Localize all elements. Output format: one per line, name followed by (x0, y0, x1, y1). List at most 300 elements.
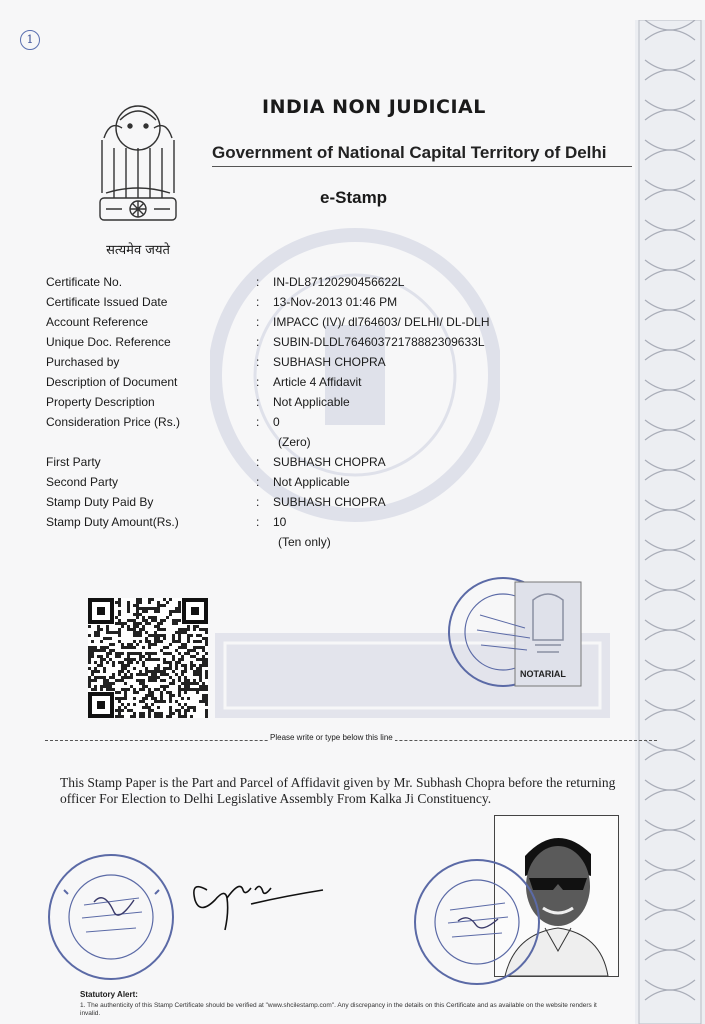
qr-module (163, 598, 166, 601)
qr-module (133, 652, 136, 655)
qr-module (202, 697, 205, 700)
qr-module (190, 682, 193, 685)
qr-module (175, 667, 178, 670)
qr-module (133, 691, 136, 694)
qr-module (139, 607, 142, 610)
qr-module (142, 682, 145, 685)
qr-module (139, 628, 142, 631)
qr-module (112, 631, 115, 634)
qr-module (145, 607, 148, 610)
qr-module (184, 646, 187, 649)
qr-module (88, 676, 91, 679)
qr-module (202, 646, 205, 649)
qr-module (154, 712, 157, 715)
qr-module (151, 676, 154, 679)
qr-module (154, 652, 157, 655)
qr-module (154, 637, 157, 640)
qr-module (97, 676, 100, 679)
qr-module (127, 661, 130, 664)
qr-module (148, 598, 151, 601)
qr-module (148, 709, 151, 712)
qr-module (100, 661, 103, 664)
qr-module (187, 634, 190, 637)
qr-module (127, 643, 130, 646)
qr-module (178, 646, 181, 649)
qr-module (145, 637, 148, 640)
qr-module (199, 634, 202, 637)
qr-module (193, 673, 196, 676)
qr-module (205, 628, 208, 631)
qr-module (142, 655, 145, 658)
qr-module (94, 670, 97, 673)
qr-module (127, 625, 130, 628)
qr-module (196, 682, 199, 685)
qr-module (130, 646, 133, 649)
qr-module (130, 619, 133, 622)
qr-module (151, 598, 154, 601)
qr-module (169, 643, 172, 646)
qr-module (199, 658, 202, 661)
qr-module (172, 640, 175, 643)
page-title: INDIA NON JUDICIAL (262, 96, 486, 118)
qr-module (106, 628, 109, 631)
qr-module (139, 712, 142, 715)
qr-module (148, 712, 151, 715)
qr-module (94, 649, 97, 652)
qr-module (115, 652, 118, 655)
qr-module (130, 676, 133, 679)
qr-module (130, 715, 133, 718)
document-type: e-Stamp (320, 188, 388, 207)
qr-module (205, 694, 208, 697)
divider-label: Please write or type below this line (270, 733, 393, 742)
qr-module (190, 715, 193, 718)
qr-module (160, 697, 163, 700)
qr-module (169, 667, 172, 670)
qr-module (145, 610, 148, 613)
qr-module (160, 628, 163, 631)
qr-module (178, 631, 181, 634)
qr-module (115, 697, 118, 700)
qr-module (121, 664, 124, 667)
qr-module (187, 697, 190, 700)
qr-module (115, 601, 118, 604)
qr-module (205, 688, 208, 691)
affidavit-text: This Stamp Paper is the Part and Parcel of Affidavit given by Mr. Subhash Chopra before the returning officer For Election to Delhi Legislative Assembly From Kalka Ji Constituency. (60, 775, 616, 806)
qr-module (109, 649, 112, 652)
qr-module (136, 616, 139, 619)
qr-module (133, 613, 136, 616)
qr-module (127, 652, 130, 655)
qr-module (118, 709, 121, 712)
qr-module (157, 637, 160, 640)
qr-module (127, 655, 130, 658)
qr-module (181, 655, 184, 658)
field-first-party (46, 455, 606, 475)
qr-module (133, 658, 136, 661)
field-value: SUBIN-DLDL76460372178882309633L (273, 335, 485, 349)
qr-module (127, 610, 130, 613)
qr-module (199, 664, 202, 667)
qr-module (196, 670, 199, 673)
qr-module (175, 640, 178, 643)
qr-module (172, 622, 175, 625)
qr-module (181, 697, 184, 700)
qr-module (145, 697, 148, 700)
qr-module (151, 703, 154, 706)
qr-module (184, 709, 187, 712)
qr-module (145, 652, 148, 655)
field-description-of-document (46, 375, 606, 395)
qr-module (97, 625, 100, 628)
field-separator: : (256, 375, 260, 389)
field-label: Purchased by (46, 355, 120, 369)
qr-module (121, 625, 124, 628)
qr-module (151, 670, 154, 673)
qr-module (196, 646, 199, 649)
qr-module (181, 706, 184, 709)
qr-module (169, 706, 172, 709)
qr-module (184, 628, 187, 631)
field-separator: : (256, 475, 260, 489)
qr-module (193, 670, 196, 673)
qr-module (205, 712, 208, 715)
qr-module (169, 715, 172, 718)
qr-module (199, 628, 202, 631)
field-value: Not Applicable (273, 475, 350, 489)
qr-module (166, 691, 169, 694)
qr-module (139, 652, 142, 655)
qr-module (178, 601, 181, 604)
qr-module (178, 652, 181, 655)
qr-module (127, 709, 130, 712)
qr-module (127, 703, 130, 706)
qr-module (172, 679, 175, 682)
qr-module (157, 667, 160, 670)
field-stamp-duty-amount-words (46, 535, 606, 555)
field-value: SUBHASH CHOPRA (273, 455, 386, 469)
qr-module (163, 661, 166, 664)
signature-image (185, 860, 325, 940)
qr-module (151, 643, 154, 646)
qr-module (154, 670, 157, 673)
qr-module (184, 664, 187, 667)
qr-module (130, 685, 133, 688)
qr-module (205, 676, 208, 679)
qr-module (133, 631, 136, 634)
qr-module (139, 634, 142, 637)
qr-module (193, 628, 196, 631)
qr-module (187, 679, 190, 682)
qr-module (148, 655, 151, 658)
qr-module (91, 655, 94, 658)
qr-module (202, 628, 205, 631)
qr-module (199, 640, 202, 643)
qr-module (142, 715, 145, 718)
qr-module (106, 631, 109, 634)
qr-module (166, 601, 169, 604)
field-value: IMPACC (IV)/ dl764603/ DELHI/ DL-DLH (273, 315, 490, 329)
qr-module (109, 682, 112, 685)
qr-module (190, 649, 193, 652)
qr-module (154, 676, 157, 679)
qr-module (157, 625, 160, 628)
qr-module (139, 655, 142, 658)
qr-module (94, 679, 97, 682)
qr-module (175, 622, 178, 625)
field-separator: : (256, 315, 260, 329)
field-property-description (46, 395, 606, 415)
qr-module (136, 631, 139, 634)
qr-module (193, 664, 196, 667)
qr-module (181, 631, 184, 634)
qr-module (100, 628, 103, 631)
qr-module (121, 679, 124, 682)
qr-module (139, 670, 142, 673)
qr-module (148, 694, 151, 697)
qr-module (88, 634, 91, 637)
qr-module (88, 679, 91, 682)
qr-module (136, 634, 139, 637)
qr-module (205, 715, 208, 718)
qr-module (157, 715, 160, 718)
qr-module (196, 658, 199, 661)
qr-module (97, 649, 100, 652)
qr-module (184, 631, 187, 634)
qr-module (100, 646, 103, 649)
qr-module (106, 655, 109, 658)
field-value-words: (Ten only) (278, 535, 331, 549)
qr-module (178, 607, 181, 610)
qr-module (118, 712, 121, 715)
qr-module (112, 643, 115, 646)
qr-module (133, 646, 136, 649)
qr-module (88, 652, 91, 655)
qr-module (202, 685, 205, 688)
qr-module (151, 607, 154, 610)
qr-module (145, 685, 148, 688)
qr-module (196, 673, 199, 676)
qr-module (199, 667, 202, 670)
qr-module (163, 628, 166, 631)
qr-module (118, 661, 121, 664)
qr-module (118, 715, 121, 718)
qr-module (148, 679, 151, 682)
qr-module (133, 622, 136, 625)
qr-module (118, 613, 121, 616)
qr-module (199, 685, 202, 688)
qr-module (202, 649, 205, 652)
qr-module (172, 610, 175, 613)
field-separator: : (256, 415, 260, 429)
qr-module (145, 694, 148, 697)
field-purchased-by (46, 355, 606, 375)
field-value: IN-DL87120290456622L (273, 275, 405, 289)
qr-module (127, 601, 130, 604)
qr-module (175, 610, 178, 613)
qr-module (202, 655, 205, 658)
qr-module (175, 700, 178, 703)
qr-module (169, 652, 172, 655)
qr-module (157, 700, 160, 703)
field-separator: : (256, 335, 260, 349)
qr-module (88, 646, 91, 649)
field-issued-date (46, 295, 606, 315)
qr-module (166, 661, 169, 664)
qr-module (97, 631, 100, 634)
qr-module (94, 646, 97, 649)
qr-module (106, 688, 109, 691)
qr-module (100, 655, 103, 658)
qr-module (121, 697, 124, 700)
qr-module (94, 676, 97, 679)
qr-module (163, 619, 166, 622)
qr-module (106, 682, 109, 685)
qr-module (181, 673, 184, 676)
qr-module (103, 679, 106, 682)
qr-module (184, 676, 187, 679)
qr-module (103, 682, 106, 685)
qr-module (142, 646, 145, 649)
qr-module (121, 661, 124, 664)
qr-module (97, 670, 100, 673)
qr-module (154, 688, 157, 691)
qr-module (145, 703, 148, 706)
qr-module (151, 673, 154, 676)
qr-module (163, 688, 166, 691)
qr-module (103, 646, 106, 649)
qr-module (136, 613, 139, 616)
qr-module (178, 676, 181, 679)
qr-module (94, 634, 97, 637)
qr-module (190, 667, 193, 670)
qr-module (142, 700, 145, 703)
qr-module (181, 628, 184, 631)
qr-module (88, 667, 91, 670)
qr-module (181, 643, 184, 646)
qr-module (160, 604, 163, 607)
qr-module (112, 676, 115, 679)
qr-module (154, 610, 157, 613)
field-separator: : (256, 295, 260, 309)
qr-module (88, 625, 91, 628)
qr-module (169, 697, 172, 700)
qr-module (157, 664, 160, 667)
field-consideration-price-words (46, 435, 606, 455)
qr-module (187, 682, 190, 685)
qr-module (178, 610, 181, 613)
qr-module (184, 703, 187, 706)
qr-module (118, 670, 121, 673)
qr-module (112, 664, 115, 667)
qr-module (142, 610, 145, 613)
notary-seal-left-icon (44, 850, 179, 985)
qr-module (139, 682, 142, 685)
qr-module (178, 709, 181, 712)
qr-module (121, 643, 124, 646)
qr-module (193, 655, 196, 658)
notary-stamp-top (445, 570, 585, 700)
qr-module (184, 712, 187, 715)
qr-module (100, 658, 103, 661)
qr-module (139, 700, 142, 703)
qr-module (121, 652, 124, 655)
qr-module (196, 640, 199, 643)
field-stamp-duty-paid-by (46, 495, 606, 515)
qr-module (202, 637, 205, 640)
qr-module (166, 673, 169, 676)
qr-module (154, 697, 157, 700)
qr-module (202, 658, 205, 661)
qr-module (187, 685, 190, 688)
qr-module (184, 670, 187, 673)
qr-module (133, 640, 136, 643)
qr-module (169, 610, 172, 613)
qr-module (163, 637, 166, 640)
qr-module (94, 688, 97, 691)
qr-module (124, 694, 127, 697)
qr-module (163, 667, 166, 670)
qr-module (166, 685, 169, 688)
qr-module (145, 670, 148, 673)
qr-module (142, 607, 145, 610)
qr-module (130, 652, 133, 655)
qr-module (127, 670, 130, 673)
qr-module (172, 682, 175, 685)
qr-module (184, 688, 187, 691)
qr-module (154, 643, 157, 646)
qr-module (175, 661, 178, 664)
qr-module (163, 670, 166, 673)
qr-module (196, 688, 199, 691)
qr-module (157, 622, 160, 625)
qr-module (133, 619, 136, 622)
qr-module (187, 649, 190, 652)
qr-module (130, 673, 133, 676)
qr-module (115, 709, 118, 712)
qr-module (169, 691, 172, 694)
field-label: Description of Document (46, 375, 178, 389)
qr-module (124, 697, 127, 700)
qr-module (115, 622, 118, 625)
qr-module (142, 673, 145, 676)
qr-module (205, 709, 208, 712)
qr-module (109, 658, 112, 661)
qr-module (190, 655, 193, 658)
qr-module (163, 673, 166, 676)
qr-module (202, 688, 205, 691)
qr-module (91, 679, 94, 682)
qr-module (172, 634, 175, 637)
field-label: Stamp Duty Amount(Rs.) (46, 515, 179, 529)
qr-module (166, 616, 169, 619)
field-separator: : (256, 455, 260, 469)
qr-module (178, 703, 181, 706)
qr-module (100, 688, 103, 691)
qr-module (100, 649, 103, 652)
qr-module (205, 670, 208, 673)
qr-module (193, 682, 196, 685)
qr-module (103, 649, 106, 652)
qr-module (163, 634, 166, 637)
qr-module (166, 667, 169, 670)
qr-module (94, 631, 97, 634)
qr-module (115, 616, 118, 619)
qr-module (193, 709, 196, 712)
qr-module (136, 679, 139, 682)
qr-module (154, 673, 157, 676)
qr-module (94, 667, 97, 670)
